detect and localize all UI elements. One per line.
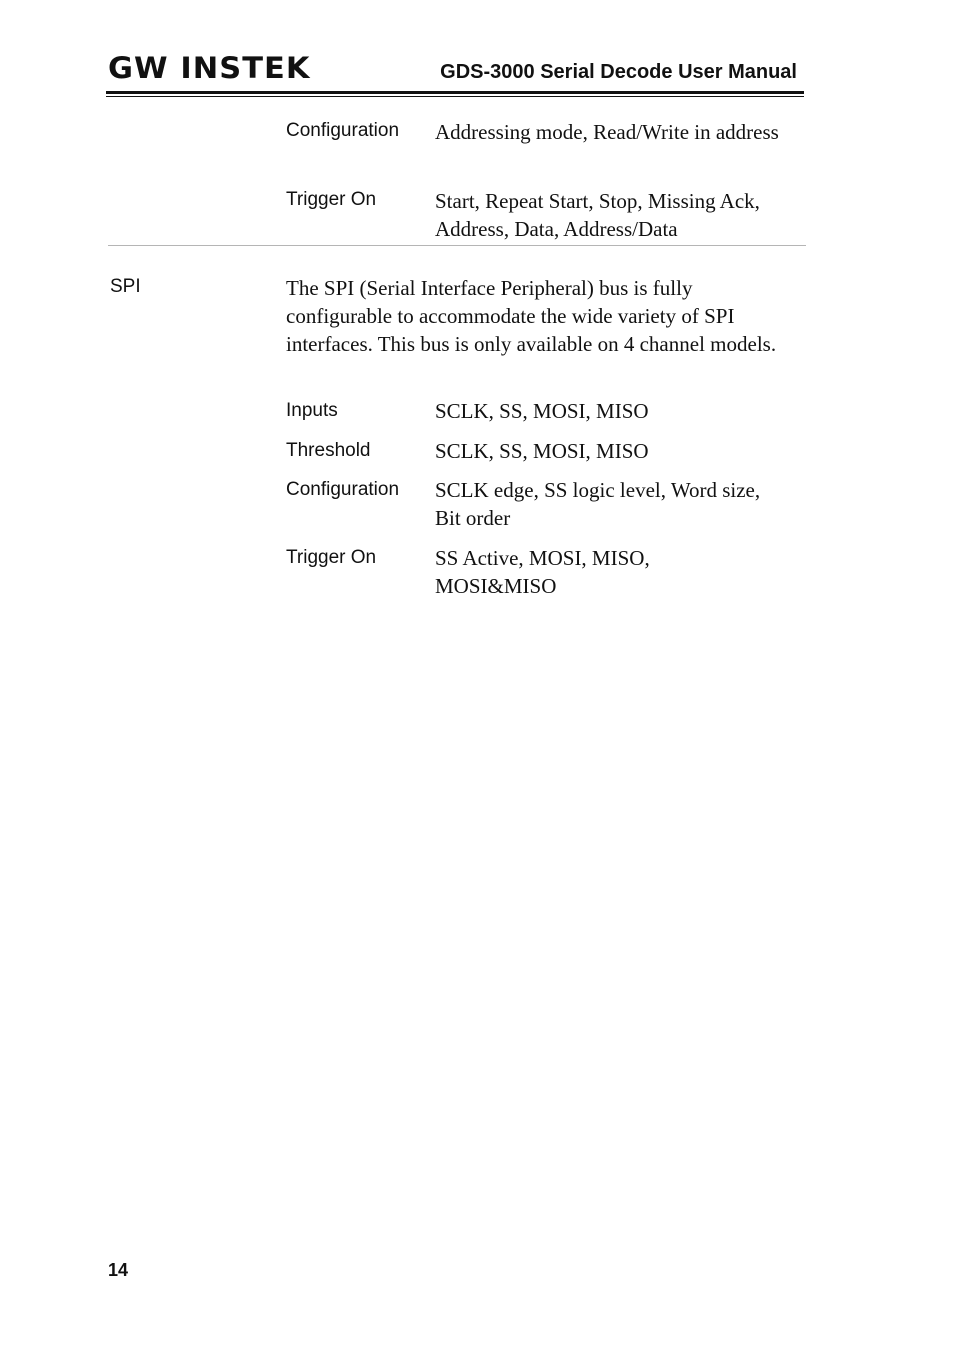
spi-configuration-value: SCLK edge, SS logic level, Word size, Bit order	[435, 478, 761, 530]
spi-threshold-value: SCLK, SS, MOSI, MISO	[435, 439, 649, 463]
spi-inputs-label: Inputs	[286, 400, 338, 421]
manual-title: GDS-3000 Serial Decode User Manual	[440, 61, 797, 83]
i2c-trigger-on-value: Start, Repeat Start, Stop, Missing Ack, Address, Data, Address/Data	[435, 189, 760, 241]
page-number: 14	[108, 1260, 129, 1280]
brand-logo: GW INSTEK	[108, 51, 311, 85]
spi-configuration-label: Configuration	[286, 479, 400, 500]
i2c-configuration-label: Configuration	[286, 120, 400, 141]
header-rule-thin	[106, 96, 804, 97]
spi-description: The SPI (Serial Interface Peripheral) bus is fully configurable to accommodate the wide variety of SPI interfaces. This bus is only available on 4 channel models.	[286, 276, 777, 356]
spi-trigger-on-label: Trigger On	[286, 547, 377, 568]
header-rule-thick	[106, 91, 804, 94]
spi-section-label: SPI	[110, 276, 141, 297]
spi-trigger-on-value: SS Active, MOSI, MISO, MOSI&MISO	[435, 546, 650, 598]
spi-threshold-label: Threshold	[286, 440, 371, 461]
section-divider	[108, 245, 806, 246]
spi-inputs-value: SCLK, SS, MOSI, MISO	[435, 399, 649, 423]
i2c-trigger-on-label: Trigger On	[286, 189, 377, 210]
i2c-configuration-value: Addressing mode, Read/Write in address	[435, 120, 779, 144]
